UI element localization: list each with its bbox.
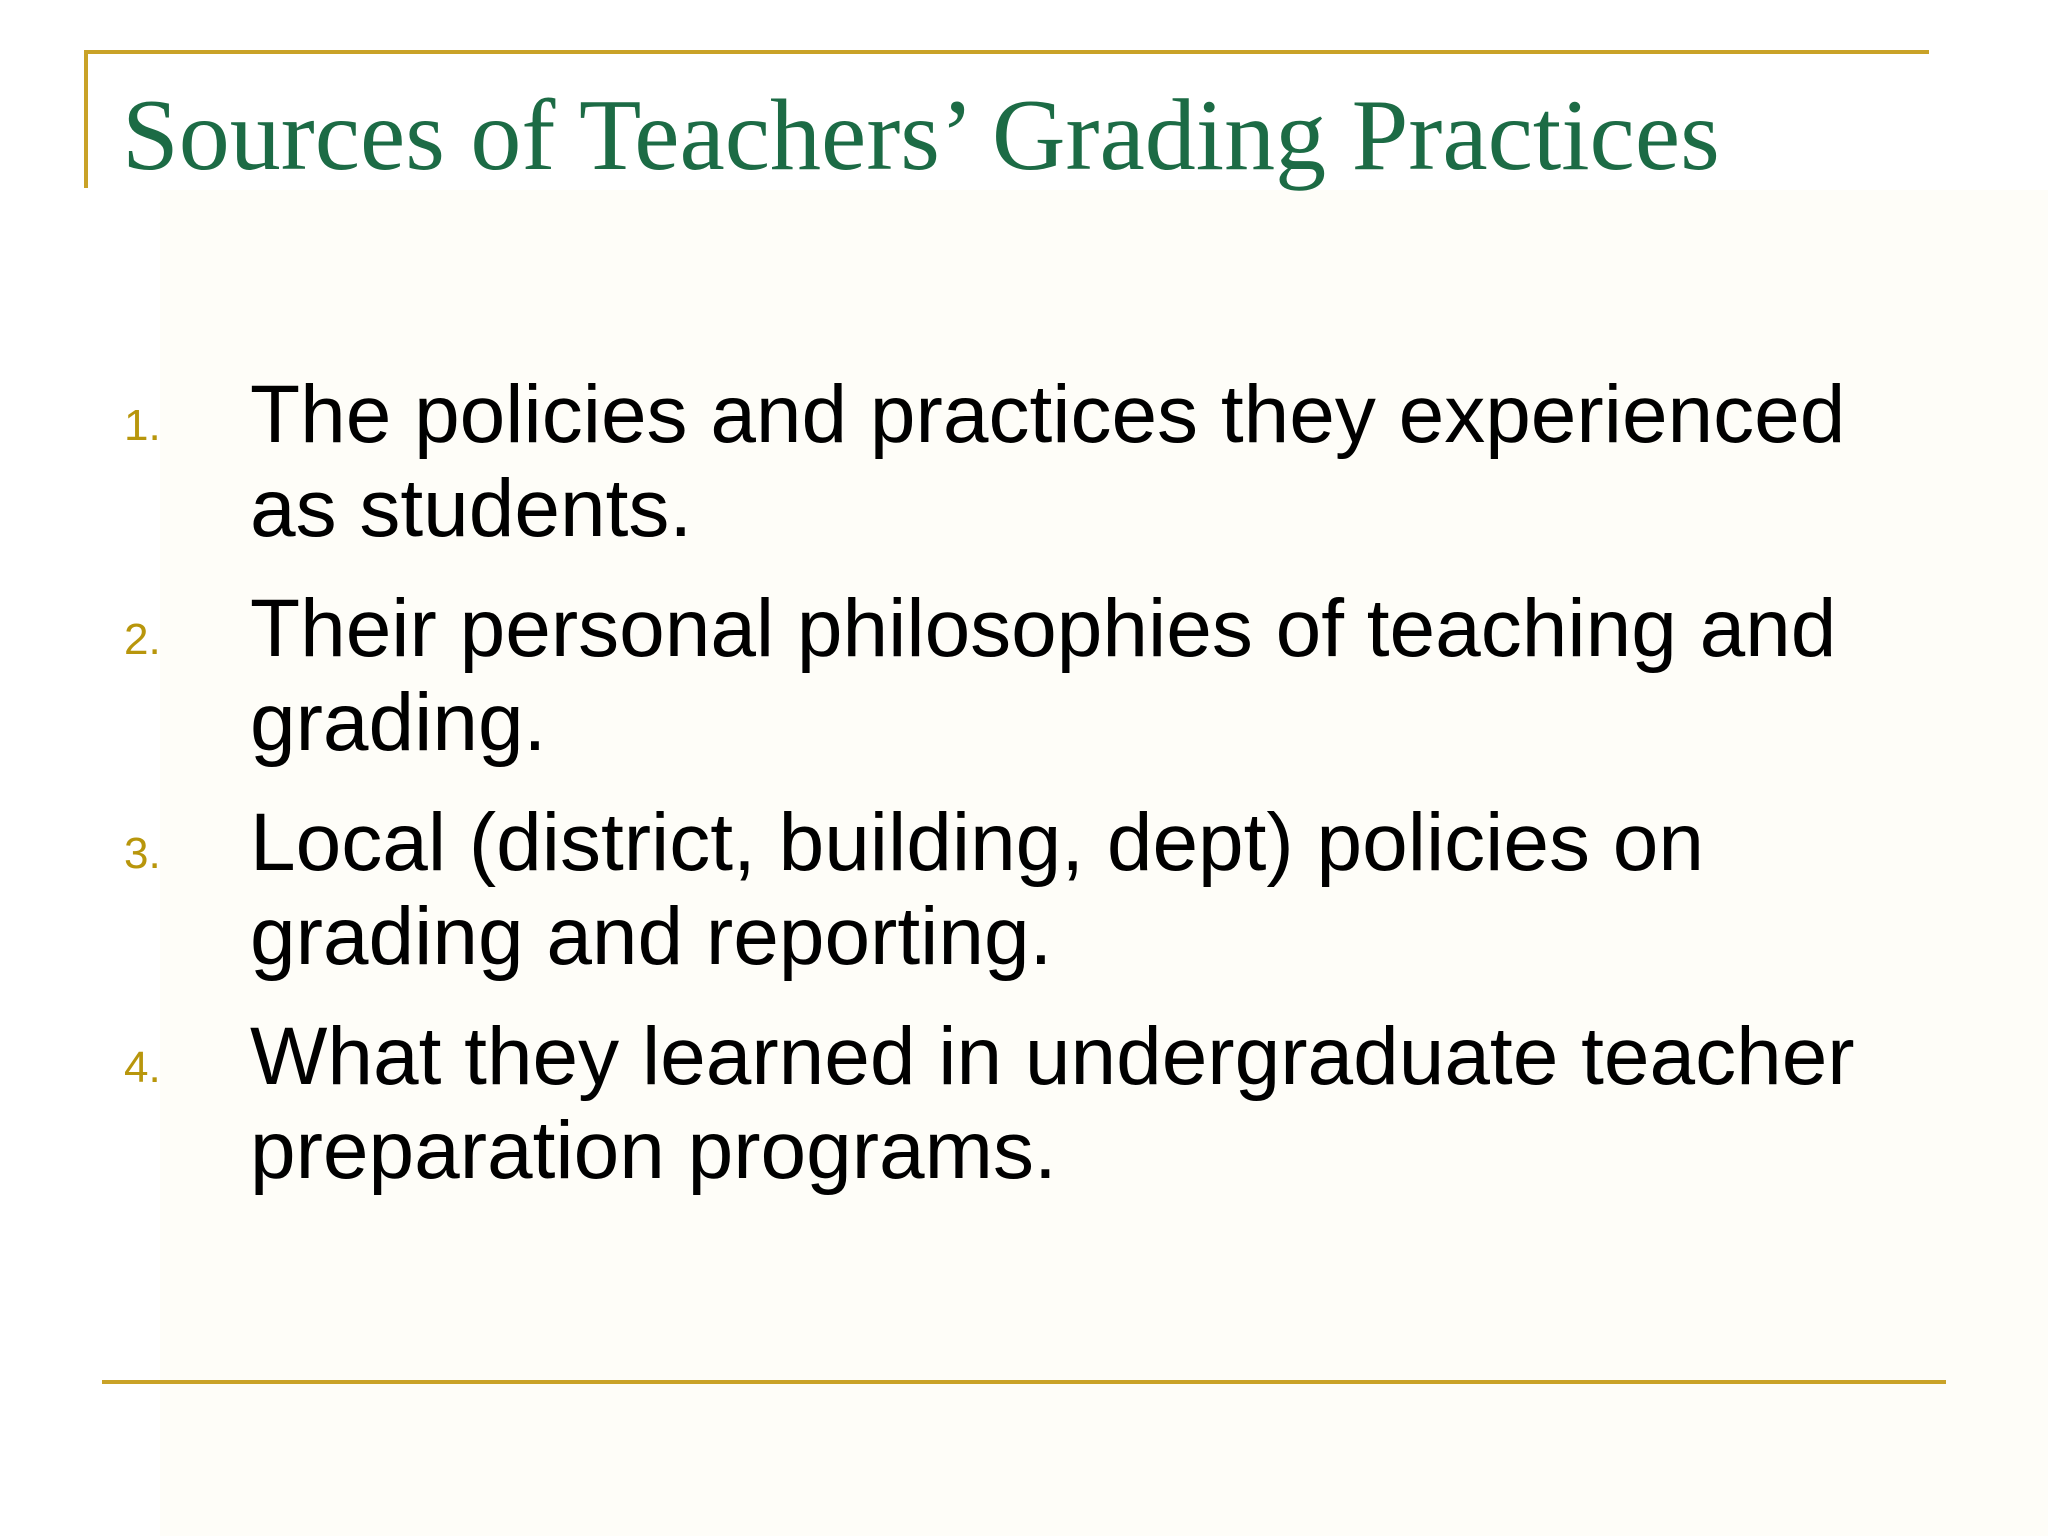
list-item <box>0 582 2048 796</box>
list-item-text: The policies and practices they experienced as students. <box>250 369 1846 554</box>
list-item-number: 3. <box>124 829 161 878</box>
top-divider <box>84 50 1929 54</box>
list-item-number: 4. <box>124 1043 161 1092</box>
list-item-text: Local (district, building, dept) policies on grading and reporting. <box>250 797 1704 982</box>
list-item-number: 1. <box>124 401 161 450</box>
bottom-divider <box>102 1380 1946 1384</box>
list-item-number: 2. <box>124 615 161 664</box>
list-item-text: What they learned in undergraduate teacher preparation programs. <box>250 1011 1855 1196</box>
left-divider <box>84 50 88 188</box>
list-item <box>0 368 2048 582</box>
numbered-list <box>0 368 2048 1224</box>
slide-title: Sources of Teachers’ Grading Practices <box>122 79 1720 192</box>
list-item-text: Their personal philosophies of teaching and grading. <box>250 583 1837 768</box>
list-item <box>0 1010 2048 1224</box>
list-item <box>0 796 2048 1010</box>
